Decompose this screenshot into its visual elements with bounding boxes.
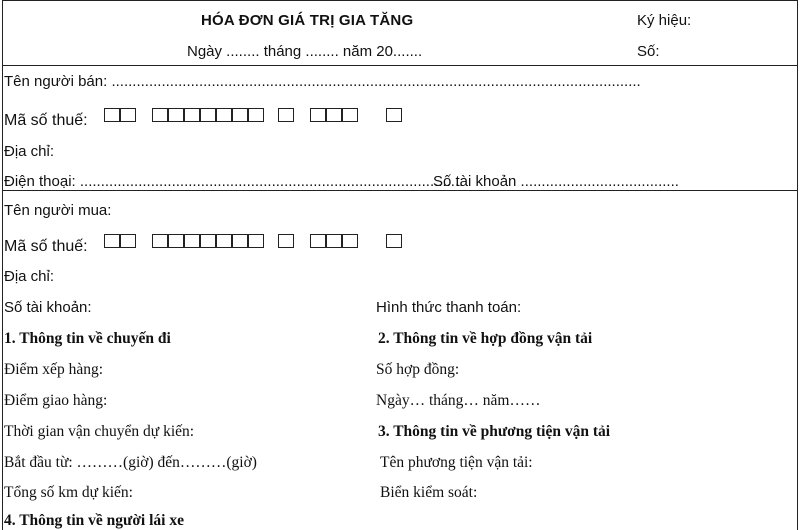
date-line: Ngày ........ tháng ........ năm 20....... [187, 43, 423, 60]
tax-digit-box [342, 108, 358, 122]
symbol-label: Ký hiệu: [637, 12, 692, 29]
trip-total-km: Tổng số km dự kiến: [4, 484, 133, 501]
tax-digit-box [326, 234, 342, 248]
tax-digit-box [278, 234, 294, 248]
tax-digit-box [232, 234, 248, 248]
contract-number: Số hợp đồng: [376, 361, 460, 378]
tax-digit-box [120, 234, 136, 248]
tax-digit-box [168, 108, 184, 122]
frame-right-border [797, 0, 798, 530]
buyer-name-label: Tên người mua: [4, 202, 112, 219]
contract-date: Ngày… tháng… năm…… [376, 392, 541, 409]
buyer-address-label: Địa chỉ: [4, 268, 55, 285]
trip-heading: 1. Thông tin về chuyến đi [4, 330, 171, 347]
tax-digit-box [200, 108, 216, 122]
buyer-tax-label: Mã số thuế: [4, 238, 88, 255]
tax-digit-box [104, 108, 120, 122]
tax-digit-box [216, 108, 232, 122]
tax-digit-box [216, 234, 232, 248]
tax-digit-box [342, 234, 358, 248]
tax-digit-box [278, 108, 294, 122]
number-label: Số: [637, 43, 660, 60]
invoice-title: HÓA ĐƠN GIÁ TRỊ GIA TĂNG [201, 12, 414, 29]
header-divider [2, 65, 798, 66]
buyer-account-label: Số tài khoản: [4, 299, 92, 316]
buyer-payment-label: Hình thức thanh toán: [376, 299, 522, 316]
tax-digit-box [248, 234, 264, 248]
tax-digit-box [310, 234, 326, 248]
tax-digit-box [386, 234, 402, 248]
seller-account-line: Số tài khoản ...................................... [433, 173, 679, 190]
tax-digit-box [120, 108, 136, 122]
tax-digit-box [168, 234, 184, 248]
tax-digit-box [248, 108, 264, 122]
contract-heading: 2. Thông tin về hợp đồng vận tải [378, 330, 593, 347]
trip-loading-point: Điểm xếp hàng: [4, 361, 104, 378]
tax-digit-box [104, 234, 120, 248]
tax-digit-box [200, 234, 216, 248]
seller-divider [2, 190, 798, 191]
tax-digit-box [152, 234, 168, 248]
tax-digit-box [326, 108, 342, 122]
trip-delivery-point: Điểm giao hàng: [4, 392, 108, 409]
tax-digit-box [184, 234, 200, 248]
tax-digit-box [232, 108, 248, 122]
seller-tax-label: Mã số thuế: [4, 112, 88, 129]
trip-start-end: Bắt đầu từ: ………(giờ) đến………(giờ) [4, 454, 257, 471]
seller-address-label: Địa chỉ: [4, 143, 55, 160]
tax-digit-box [184, 108, 200, 122]
vehicle-heading: 3. Thông tin về phương tiện vận tải [378, 423, 611, 440]
vehicle-name: Tên phương tiện vận tải: [380, 454, 533, 471]
tax-digit-box [386, 108, 402, 122]
frame-top-border [2, 0, 798, 1]
seller-phone-line: Điện thoại: ............................................................................................ [4, 173, 464, 190]
frame-left-border [2, 0, 3, 530]
trip-expected-time: Thời gian vận chuyển dự kiến: [4, 423, 195, 440]
driver-heading: 4. Thông tin về người lái xe [4, 512, 184, 529]
seller-name-line: Tên người bán: ............................................................................................................................... [4, 73, 641, 90]
vehicle-plate: Biển kiểm soát: [380, 484, 478, 501]
tax-digit-box [152, 108, 168, 122]
tax-digit-box [310, 108, 326, 122]
